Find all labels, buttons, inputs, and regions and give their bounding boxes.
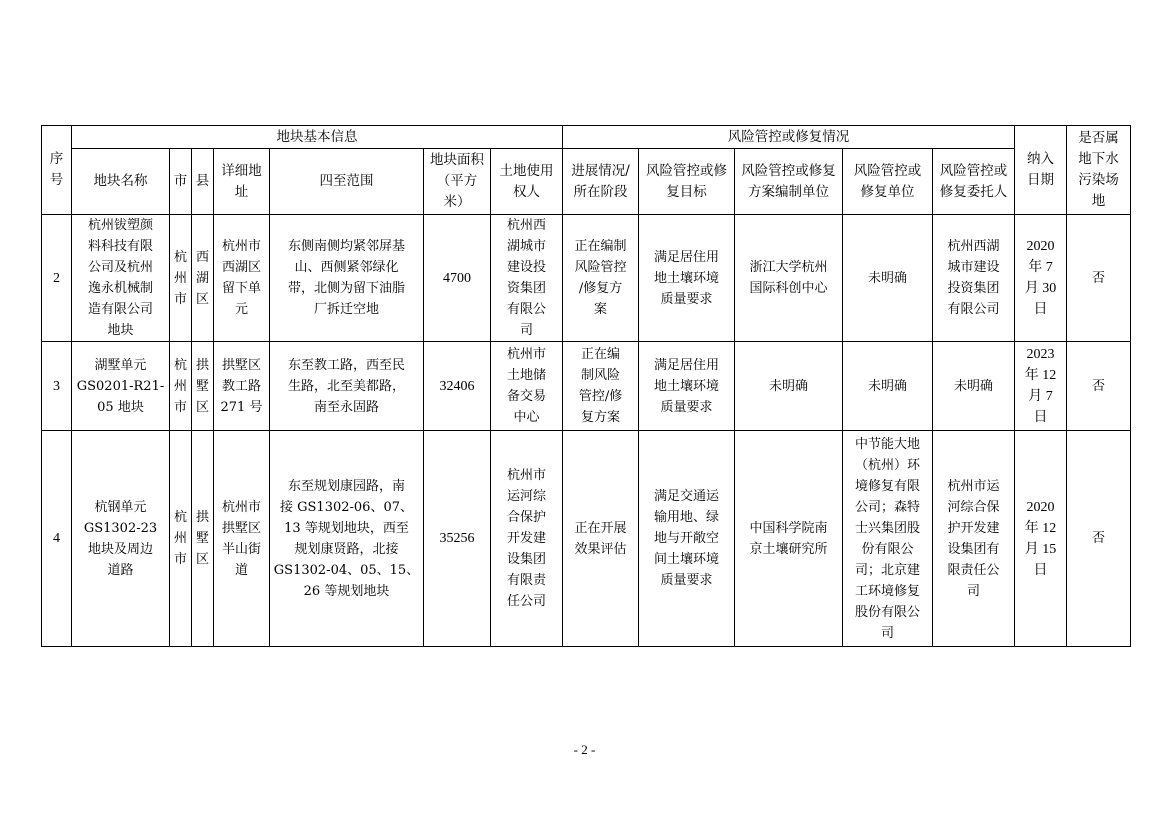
header-groundwater: 是否属 地下水 污染场 地 [1067, 126, 1131, 215]
header-row-columns [42, 149, 1131, 215]
cell-include-date: 2023 年 12 月 7 日 [1015, 342, 1067, 431]
contaminated-sites-table [41, 125, 1131, 647]
table-row [42, 342, 1131, 431]
cell-land-user: 杭州市 运河综 合保护 开发建 设集团 有限责 任公司 [491, 431, 563, 647]
header-address: 详细地 址 [214, 149, 270, 215]
cell-groundwater: 否 [1067, 342, 1131, 431]
cell-land-user: 杭州西 湖城市 建设投 资集团 有限公 司 [491, 215, 563, 342]
cell-groundwater: 否 [1067, 215, 1131, 342]
cell-seq: 2 [42, 215, 72, 342]
cell-client: 杭州西湖 城市建设 投资集团 有限公司 [933, 215, 1015, 342]
header-target: 风险管控或修 复目标 [639, 149, 735, 215]
header-plot-name: 地块名称 [72, 149, 170, 215]
cell-progress: 正在编制 风险管控 /修复方 案 [563, 215, 639, 342]
cell-address: 拱墅区 教工路 271 号 [214, 342, 270, 431]
cell-bounds: 东至规划康园路，南 接 GS1302-06、07、 13 等规划地块，西至 规划康贤路，北接 GS1302-04、05、15、 26 等规划地块 [270, 431, 424, 647]
cell-progress: 正在开展 效果评估 [563, 431, 639, 647]
cell-plot-name: 杭钢单元 GS1302-23 地块及周边 道路 [72, 431, 170, 647]
page-number: - 2 - [573, 742, 596, 757]
header-client: 风险管控或 修复委托人 [933, 149, 1015, 215]
cell-bounds: 东至教工路，西至民 生路，北至美都路， 南至永固路 [270, 342, 424, 431]
header-land-user: 土地使用 权人 [491, 149, 563, 215]
cell-client: 杭州市运 河综合保 护开发建 设集团有 限责任公 司 [933, 431, 1015, 647]
header-area: 地块面积 （平方 米） [424, 149, 491, 215]
cell-target: 满足居住用 地土壤环境 质量要求 [639, 215, 735, 342]
cell-include-date: 2020 年 7 月 30 日 [1015, 215, 1067, 342]
header-bounds: 四至范围 [270, 149, 424, 215]
cell-seq: 3 [42, 342, 72, 431]
cell-client: 未明确 [933, 342, 1015, 431]
cell-repair-unit: 未明确 [843, 342, 933, 431]
cell-city: 杭 州 市 [170, 342, 192, 431]
header-city: 市 [170, 149, 192, 215]
header-plan-unit: 风险管控或修复 方案编制单位 [735, 149, 843, 215]
cell-plan-unit: 未明确 [735, 342, 843, 431]
cell-plot-name: 湖墅单元 GS0201-R21- 05 地块 [72, 342, 170, 431]
cell-plan-unit: 中国科学院南 京土壤研究所 [735, 431, 843, 647]
cell-county: 西 湖 区 [192, 215, 214, 342]
header-row-group [42, 126, 1131, 149]
cell-seq: 4 [42, 431, 72, 647]
cell-groundwater: 否 [1067, 431, 1131, 647]
cell-county: 拱 墅 区 [192, 342, 214, 431]
table-row [42, 215, 1131, 342]
cell-target: 满足居住用 地土壤环境 质量要求 [639, 342, 735, 431]
cell-county: 拱 墅 区 [192, 431, 214, 647]
header-group-basic-info: 地块基本信息 [72, 126, 563, 149]
cell-address: 杭州市 西湖区 留下单 元 [214, 215, 270, 342]
header-group-risk-control: 风险管控或修复情况 [563, 126, 1015, 149]
cell-plot-name: 杭州钹塑颜 料科技有限 公司及杭州 逸永机械制 造有限公司 地块 [72, 215, 170, 342]
cell-area: 32406 [424, 342, 491, 431]
cell-repair-unit: 中节能大地 （杭州）环 境修复有限 公司；森特 士兴集团股 份有限公 司；北京建 工环境修复 股份有限公 司 [843, 431, 933, 647]
cell-repair-unit: 未明确 [843, 215, 933, 342]
cell-progress: 正在编 制风险 管控/修 复方案 [563, 342, 639, 431]
cell-area: 4700 [424, 215, 491, 342]
cell-target: 满足交通运 输用地、绿 地与开敞空 间土壤环境 质量要求 [639, 431, 735, 647]
table-row [42, 431, 1131, 647]
header-repair-unit: 风险管控或 修复单位 [843, 149, 933, 215]
header-progress: 进展情况/ 所在阶段 [563, 149, 639, 215]
cell-city: 杭 州 市 [170, 431, 192, 647]
header-county: 县 [192, 149, 214, 215]
cell-land-user: 杭州市 土地储 备交易 中心 [491, 342, 563, 431]
cell-bounds: 东侧南侧均紧邻屏基 山、西侧紧邻绿化 带，北侧为留下油脂 厂拆迁空地 [270, 215, 424, 342]
cell-area: 35256 [424, 431, 491, 647]
cell-include-date: 2020 年 12 月 15 日 [1015, 431, 1067, 647]
cell-plan-unit: 浙江大学杭州 国际科创中心 [735, 215, 843, 342]
cell-city: 杭 州 市 [170, 215, 192, 342]
cell-address: 杭州市 拱墅区 半山街 道 [214, 431, 270, 647]
header-seq: 序 号 [42, 126, 72, 215]
header-include-date: 纳入 日期 [1015, 126, 1067, 215]
